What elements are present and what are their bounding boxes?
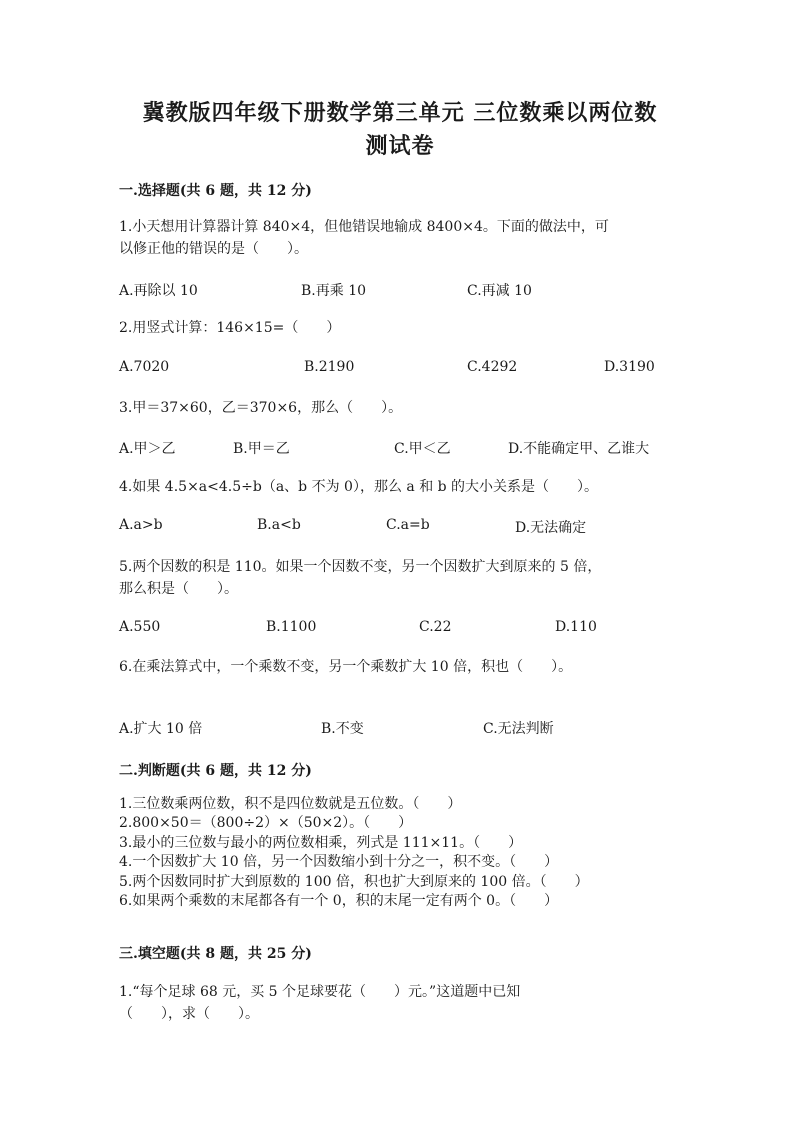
question-text-line: 6.在乘法算式中，一个乘数不变，另一个乘数扩大 10 倍，积也（ ）。	[119, 659, 573, 675]
question-1-5	[119, 556, 679, 600]
page-title-line-1: 冀教版四年级下册数学第三单元 三位数乘以两位数	[142, 100, 658, 126]
option-a: A.a>b	[119, 517, 163, 533]
options-row-1-5	[119, 619, 679, 639]
question-text-line: 5.两个因数的积是 110。如果一个因数不变，另一个因数扩大到原来的 5 倍，	[119, 559, 602, 575]
options-row-1-4	[119, 517, 679, 537]
page-title-line-2: 测试卷	[365, 133, 435, 159]
question-text-line: 那么积是（ ）。	[119, 581, 238, 597]
options-row-1-2	[119, 359, 679, 379]
question-text-line: 2.用竖式计算：146×15=（ ）	[119, 320, 341, 336]
option-c: C.甲＜乙	[394, 441, 451, 457]
option-a: A.扩大 10 倍	[119, 721, 203, 737]
question-text-line: 1.小天想用计算器计算 840×4，但他错误地输成 8400×4。下面的做法中，可	[119, 219, 609, 235]
option-c: C.再减 10	[467, 283, 532, 299]
section-heading-choice: 一.选择题(共 6 题，共 12 分)	[119, 183, 312, 199]
list-item: 4.一个因数扩大 10 倍，另一个因数缩小到十分之一，积不变。（ ）	[119, 854, 559, 871]
section-heading-fill-blank: 三.填空题(共 8 题，共 25 分)	[119, 946, 312, 962]
option-d: D.无法确定	[515, 520, 587, 536]
option-a: A.甲＞乙	[119, 441, 176, 457]
question-1-1	[119, 216, 679, 260]
list-item: 5.两个因数同时扩大到原数的 100 倍，积也扩大到原来的 100 倍。（ ）	[119, 873, 589, 890]
option-d: D.3190	[604, 359, 655, 375]
option-b: B.1100	[266, 619, 317, 635]
option-c: C.4292	[467, 359, 518, 375]
option-b: B.不变	[321, 721, 364, 737]
section-heading-judgement: 二.判断题(共 6 题，共 12 分)	[119, 763, 312, 779]
question-1-6	[119, 656, 679, 678]
options-row-1-1	[119, 280, 679, 300]
option-c: C.22	[419, 619, 452, 635]
question-text-line: 3.甲＝37×60，乙＝370×6，那么（ ）。	[119, 400, 403, 416]
options-row-1-3	[119, 438, 679, 458]
question-text-line: 以修正他的错误的是（ ）。	[119, 241, 308, 257]
question-1-2	[119, 317, 679, 339]
option-b: B.再乘 10	[301, 283, 367, 299]
question-1-4	[119, 476, 679, 498]
option-d: D.110	[555, 619, 597, 635]
option-c: C.无法判断	[483, 721, 554, 737]
question-text-line: （ ），求（ ）。	[119, 1006, 259, 1022]
question-text-line: 4.如果 4.5×a<4.5÷b（a、b 不为 0），那么 a 和 b 的大小关系是（ ）。	[119, 479, 599, 495]
question-text-line: 1.“每个足球 68 元，买 5 个足球要花（ ）元。”这道题中已知	[119, 984, 521, 1000]
option-b: B.a<b	[257, 517, 301, 533]
option-b: B.2190	[304, 359, 355, 375]
question-1-3	[119, 397, 679, 419]
list-item: 6.如果两个乘数的末尾都各有一个 0，积的末尾一定有两个 0。（ ）	[119, 893, 559, 910]
list-item: 1.三位数乘两位数，积不是四位数就是五位数。（ ）	[119, 796, 462, 812]
judgement-list	[119, 795, 679, 911]
options-row-1-6	[119, 718, 679, 738]
option-a: A.再除以 10	[119, 283, 198, 299]
list-item: 3.最小的三位数与最小的两位数相乘，列式是 111×11。（ ）	[119, 834, 523, 851]
option-d: D.不能确定甲、乙谁大	[508, 441, 650, 457]
option-b: B.甲＝乙	[233, 441, 290, 457]
question-3-1	[119, 981, 679, 1025]
option-a: A.7020	[119, 359, 170, 375]
option-c: C.a=b	[386, 517, 430, 533]
option-a: A.550	[119, 619, 161, 635]
list-item: 2.800×50＝（800÷2）×（50×2）。（ ）	[119, 815, 413, 832]
